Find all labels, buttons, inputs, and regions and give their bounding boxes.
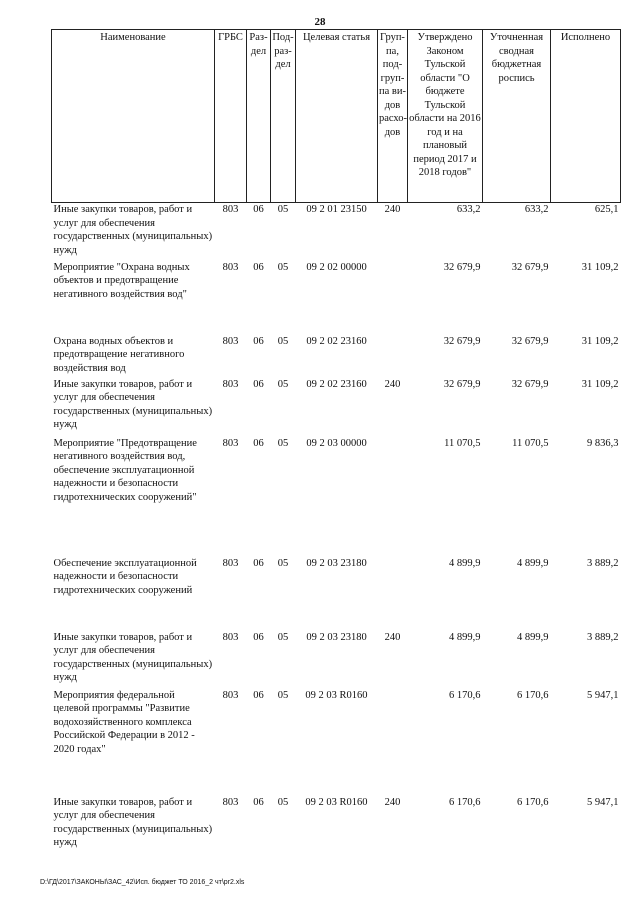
row-celevaya: 09 2 03 R0160 (305, 689, 368, 701)
row-razdel: 06 (253, 557, 264, 569)
table-row (52, 796, 621, 854)
table-header-row (52, 30, 621, 203)
row-approved: 11 070,5 (444, 437, 481, 449)
row-razdel: 06 (253, 796, 264, 808)
row-approved: 6 170,6 (449, 796, 481, 808)
header-grbs: ГРБС (215, 30, 247, 203)
row-approved: 4 899,9 (449, 557, 481, 569)
row-razdel: 06 (253, 378, 264, 390)
row-grbs: 803 (222, 557, 239, 569)
row-celevaya: 09 2 03 23180 (306, 557, 367, 569)
row-executed: 5 947,1 (587, 796, 619, 808)
row-razdel: 06 (253, 631, 264, 643)
row-approved: 32 679,9 (443, 261, 481, 273)
row-celevaya: 09 2 01 23150 (306, 204, 367, 215)
table-row (52, 203, 621, 261)
row-grbs: 803 (222, 689, 239, 701)
row-approved: 32 679,9 (443, 335, 481, 347)
row-podrazdel: 05 (277, 204, 289, 215)
row-razdel: 06 (253, 204, 264, 215)
row-podrazdel: 05 (277, 261, 289, 273)
row-name: Мероприятие "Охрана водных объектов и предотвращение негативного воздействия вод" (53, 261, 190, 300)
header-gruppa: Груп-па, под-груп-па ви-дов расхо-дов (378, 30, 408, 203)
row-grbs: 803 (222, 204, 239, 215)
row-approved: 32 679,9 (443, 378, 481, 390)
row-name: Охрана водных объектов и предотвращение негативного воздействия вод (53, 335, 185, 374)
row-name: Иные закупки товаров, работ и услуг для обеспечения государственных (муниципальных) нужд (53, 631, 213, 683)
row-grbs: 803 (222, 378, 239, 390)
row-gruppa (378, 689, 408, 796)
page-number: 28 (314, 16, 326, 28)
row-gruppa: 240 (384, 378, 401, 390)
row-podrazdel: 05 (277, 335, 289, 347)
header-podrazdel: Под-раз-дел (271, 30, 296, 203)
row-approved: 633,2 (456, 204, 481, 215)
row-celevaya: 09 2 02 23160 (306, 378, 367, 390)
row-grbs: 803 (222, 437, 239, 449)
row-podrazdel: 05 (277, 437, 289, 449)
row-razdel: 06 (253, 689, 264, 701)
row-name: Мероприятие "Предотвращение негативного воздействия вод, обеспечение эксплуатационной надежности и безопасности гидротехнических сооружений" (53, 437, 197, 503)
row-grbs: 803 (222, 796, 239, 808)
row-executed: 31 109,2 (581, 335, 619, 347)
row-refined: 32 679,9 (511, 378, 549, 390)
row-gruppa: 240 (384, 204, 401, 215)
row-executed: 5 947,1 (587, 689, 619, 701)
header-celevaya: Целевая статья (296, 30, 378, 203)
row-razdel: 06 (253, 335, 264, 347)
row-gruppa: 240 (384, 796, 401, 808)
row-refined: 6 170,6 (517, 796, 549, 808)
row-gruppa: 240 (384, 631, 401, 643)
row-celevaya: 09 2 02 00000 (306, 261, 367, 273)
row-grbs: 803 (222, 261, 239, 273)
header-utverzhdeno: Утверждено Законом Тульской области "О бюджете Тульской области на 2016 год и на плановый период 2017 и 2018 годов" (408, 30, 483, 203)
row-celevaya: 09 2 03 00000 (306, 437, 367, 449)
row-celevaya: 09 2 02 23160 (306, 335, 367, 347)
row-gruppa (378, 557, 408, 631)
row-name: Иные закупки товаров, работ и услуг для обеспечения государственных (муниципальных) нужд (53, 796, 213, 848)
row-executed: 31 109,2 (581, 261, 619, 273)
budget-table (51, 29, 621, 854)
row-refined: 6 170,6 (517, 689, 549, 701)
row-gruppa (378, 437, 408, 557)
row-name: Мероприятия федеральной целевой программы "Развитие водохозяйственного комплекса Российской Федерации в 2012 - 2020 годах" (53, 689, 195, 755)
header-utochnennaya: Уточненная сводная бюджетная роспись (483, 30, 551, 203)
table-row (52, 689, 621, 796)
row-grbs: 803 (222, 335, 239, 347)
header-ispolneno: Исполнено (551, 30, 621, 203)
row-approved: 6 170,6 (449, 689, 481, 701)
header-name: Наименование (52, 30, 215, 203)
row-executed: 625,1 (594, 204, 619, 215)
row-celevaya: 09 2 03 R0160 (305, 796, 368, 808)
row-razdel: 06 (253, 437, 264, 449)
row-grbs: 803 (222, 631, 239, 643)
table-row (52, 557, 621, 631)
row-executed: 31 109,2 (581, 378, 619, 390)
row-executed: 9 836,3 (587, 437, 619, 449)
row-name: Иные закупки товаров, работ и услуг для обеспечения государственных (муниципальных) нужд (53, 204, 213, 256)
row-executed: 3 889,2 (587, 557, 619, 569)
row-refined: 32 679,9 (511, 261, 549, 273)
row-approved: 4 899,9 (449, 631, 481, 643)
row-podrazdel: 05 (277, 631, 289, 643)
row-refined: 11 070,5 (512, 437, 549, 449)
budget-sheet (51, 29, 620, 854)
row-celevaya: 09 2 03 23180 (306, 631, 367, 643)
row-refined: 4 899,9 (517, 557, 549, 569)
row-gruppa (378, 261, 408, 335)
table-row (52, 631, 621, 689)
row-refined: 633,2 (524, 204, 549, 215)
header-razdel: Раз-дел (247, 30, 271, 203)
row-podrazdel: 05 (277, 378, 289, 390)
table-row (52, 261, 621, 335)
row-name: Обеспечение эксплуатационной надежности и безопасности гидротехнических сооружений (53, 557, 197, 596)
row-podrazdel: 05 (277, 796, 289, 808)
row-refined: 4 899,9 (517, 631, 549, 643)
table-row (52, 437, 621, 557)
file-path-footer: D:\ГД\2017\ЗАКОНЫ\ЗАС_42\Исп. бюджет ТО 2016_2 чт\pr2.xls (40, 879, 245, 886)
row-podrazdel: 05 (277, 557, 289, 569)
row-executed: 3 889,2 (587, 631, 619, 643)
table-row (52, 378, 621, 437)
row-razdel: 06 (253, 261, 264, 273)
row-gruppa (378, 335, 408, 378)
row-podrazdel: 05 (277, 689, 289, 701)
table-row (52, 335, 621, 378)
row-name: Иные закупки товаров, работ и услуг для обеспечения государственных (муниципальных) нужд (53, 378, 213, 430)
row-refined: 32 679,9 (511, 335, 549, 347)
